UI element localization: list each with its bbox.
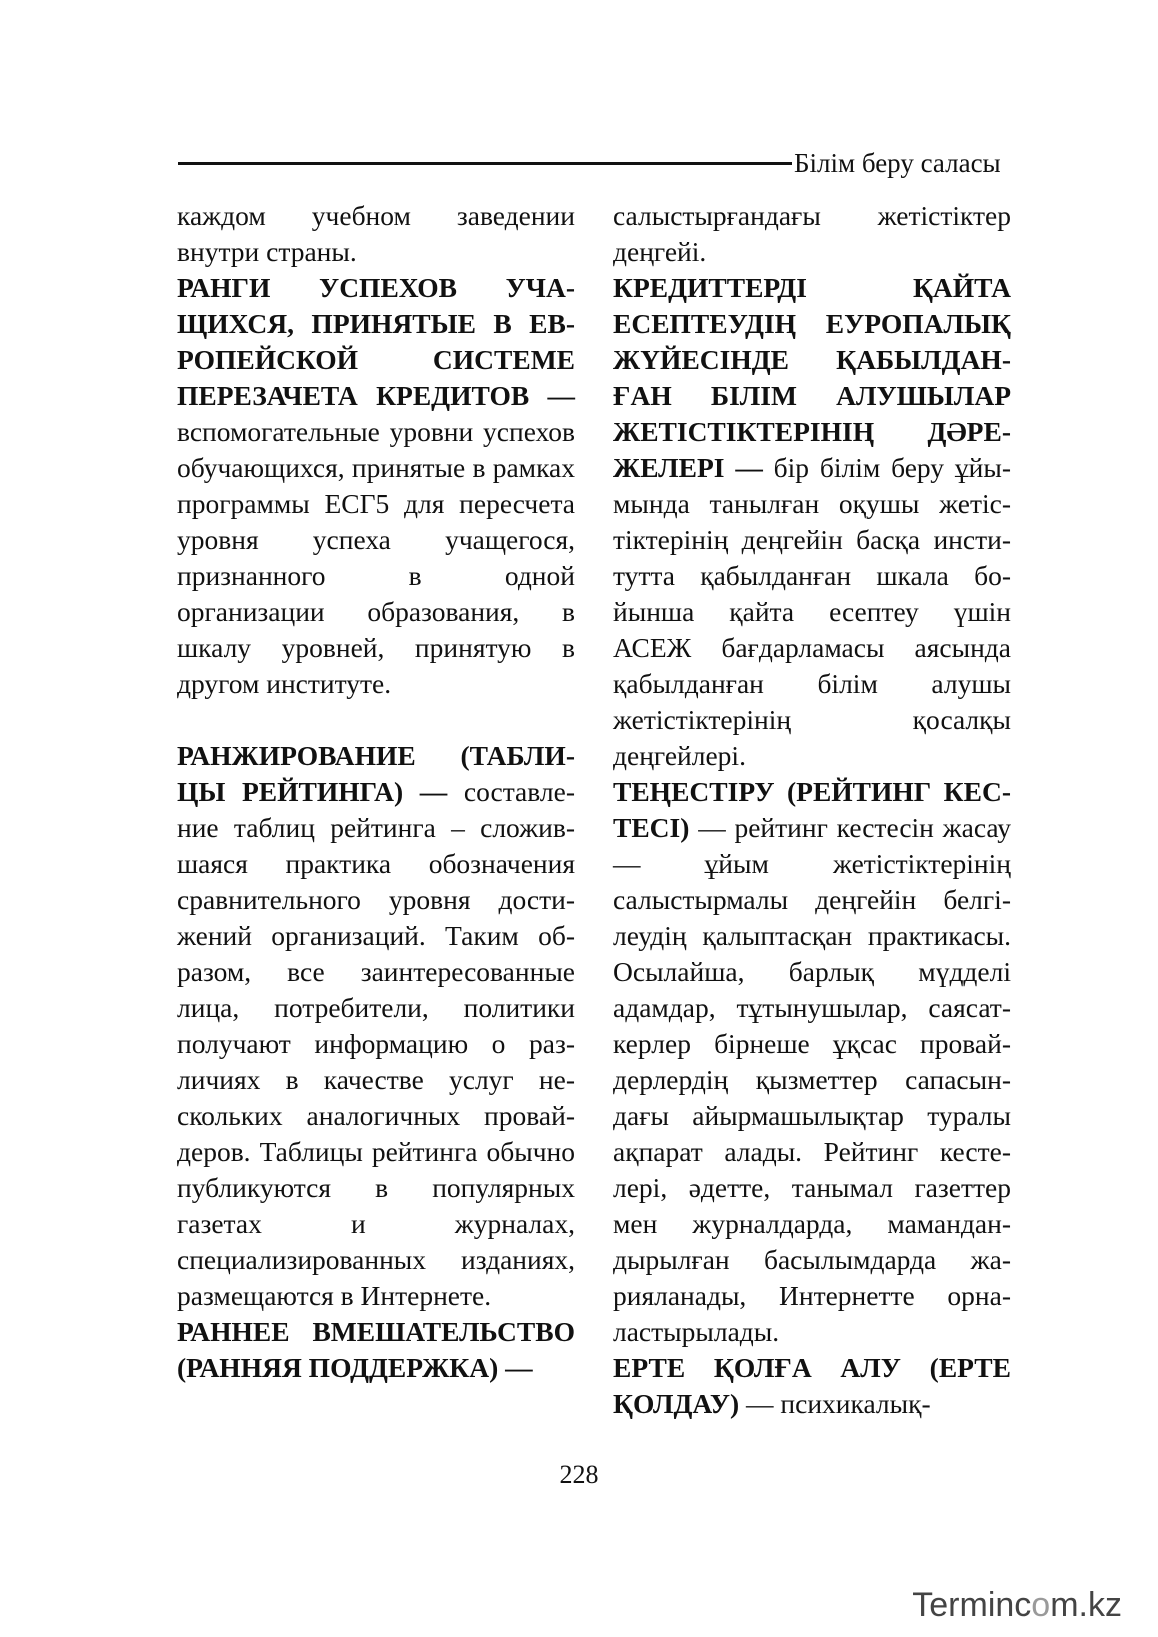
watermark-part-2: o xyxy=(1031,1586,1051,1624)
left-paragraph-1 xyxy=(177,198,575,270)
left-p1-text: каждом учебном заведении внутри страны. xyxy=(177,200,575,267)
right-p1-text: салыстырғандағы жетістіктер деңгейі. xyxy=(613,200,1011,267)
left-p2-text: вспомогательные уровни успехов обучающихся, принятые в рамках программы ЕСГ5 для пересчета уровня успеха учащегося, признанного в одной организации образования, в шкалу уровней, принятую в другом институте. xyxy=(177,416,575,699)
right-column xyxy=(613,198,1011,1422)
page-number: 228 xyxy=(559,1460,599,1489)
left-paragraph-2 xyxy=(177,270,575,702)
left-paragraph-3 xyxy=(177,738,575,1314)
right-p2-text: бір білім беру ұйымында танылған оқушы жетістіктерінің деңгейін басқа институтта қабылданған шкала бойынша қайта есептеу үшін АСЕЖ бағдарламасы аясында қабылданған білім алушы жетістіктерінің қосалқы деңгейлері. xyxy=(613,452,1011,771)
left-p4-term: РАННЕЕ ВМЕШАТЕЛЬСТВО (РАННЯЯ ПОДДЕРЖКА) — xyxy=(177,1316,575,1383)
right-paragraph-3 xyxy=(613,774,1011,1350)
left-p3-term: РАНЖИРОВАНИЕ (ТАБЛИЦЫ РЕЙТИНГА) — xyxy=(177,740,575,807)
right-p4-text: — психикалық- xyxy=(739,1388,931,1419)
right-paragraph-2 xyxy=(613,270,1011,774)
running-header-title: Білім беру саласы xyxy=(794,148,1001,178)
watermark-part-1: Terminc xyxy=(912,1586,1032,1624)
left-p3-text: составление таблиц рейтинга – сложившаяся практика обозначения сравнительного уровня достижений организаций. Таким образом, все заинтересованные лица, потребители, политики получают информацию о различиях в качестве услуг нескольких аналогичных провайдеров. Таблицы рейтинга обычно публикуются в популярных газетах и журналах, специализированных изданиях, размещаются в Интернете. xyxy=(177,776,575,1311)
watermark-logo xyxy=(912,1585,1122,1625)
left-column xyxy=(177,198,575,1386)
right-paragraph-1 xyxy=(613,198,1011,270)
left-paragraph-4 xyxy=(177,1314,575,1386)
right-p3-term: ТЕҢЕСТІРУ (РЕЙТИНГ КЕСТЕСІ) xyxy=(613,776,1011,843)
right-p2-term: КРЕДИТТЕРДІ ҚАЙТА ЕСЕПТЕУДІҢ ЕУРОПАЛЫҚ ЖҮЙЕСІНДЕ ҚАБЫЛДАНҒАН БІЛІМ АЛУШЫЛАР ЖЕТІСТІКТЕРІНІҢ ДӘРЕЖЕЛЕРІ — xyxy=(613,272,1011,483)
left-p2-term: РАНГИ УСПЕХОВ УЧАЩИХСЯ, ПРИНЯТЫЕ В ЕВРОПЕЙСКОЙ СИСТЕМЕ ПЕРЕЗАЧЕТА КРЕДИТОВ — xyxy=(177,272,575,411)
paragraph-gap xyxy=(177,702,575,738)
right-paragraph-4 xyxy=(613,1350,1011,1422)
watermark-part-3: m.kz xyxy=(1050,1586,1122,1624)
header-rule xyxy=(178,162,792,165)
right-p4-term: ЕРТЕ ҚОЛҒА АЛУ (ЕРТЕ ҚОЛДАУ) xyxy=(613,1352,1011,1419)
right-p3-text: — рейтинг кестесін жасау — ұйым жетістіктерінің салыстырмалы деңгейін белгілеудің қалыптасқан практикасы. Осылайша, барлық мүдделі адамдар, тұтынушылар, саясаткерлер бірнеше ұқсас провайдерлердің қызметтер сапасындағы айырмашылықтар туралы ақпарат алады. Рейтинг кестелері, әдетте, танымал газеттер мен журналдарда, мамандандырылған басылымдарда жарияланады, Интернетте орналастырылады. xyxy=(613,812,1011,1347)
